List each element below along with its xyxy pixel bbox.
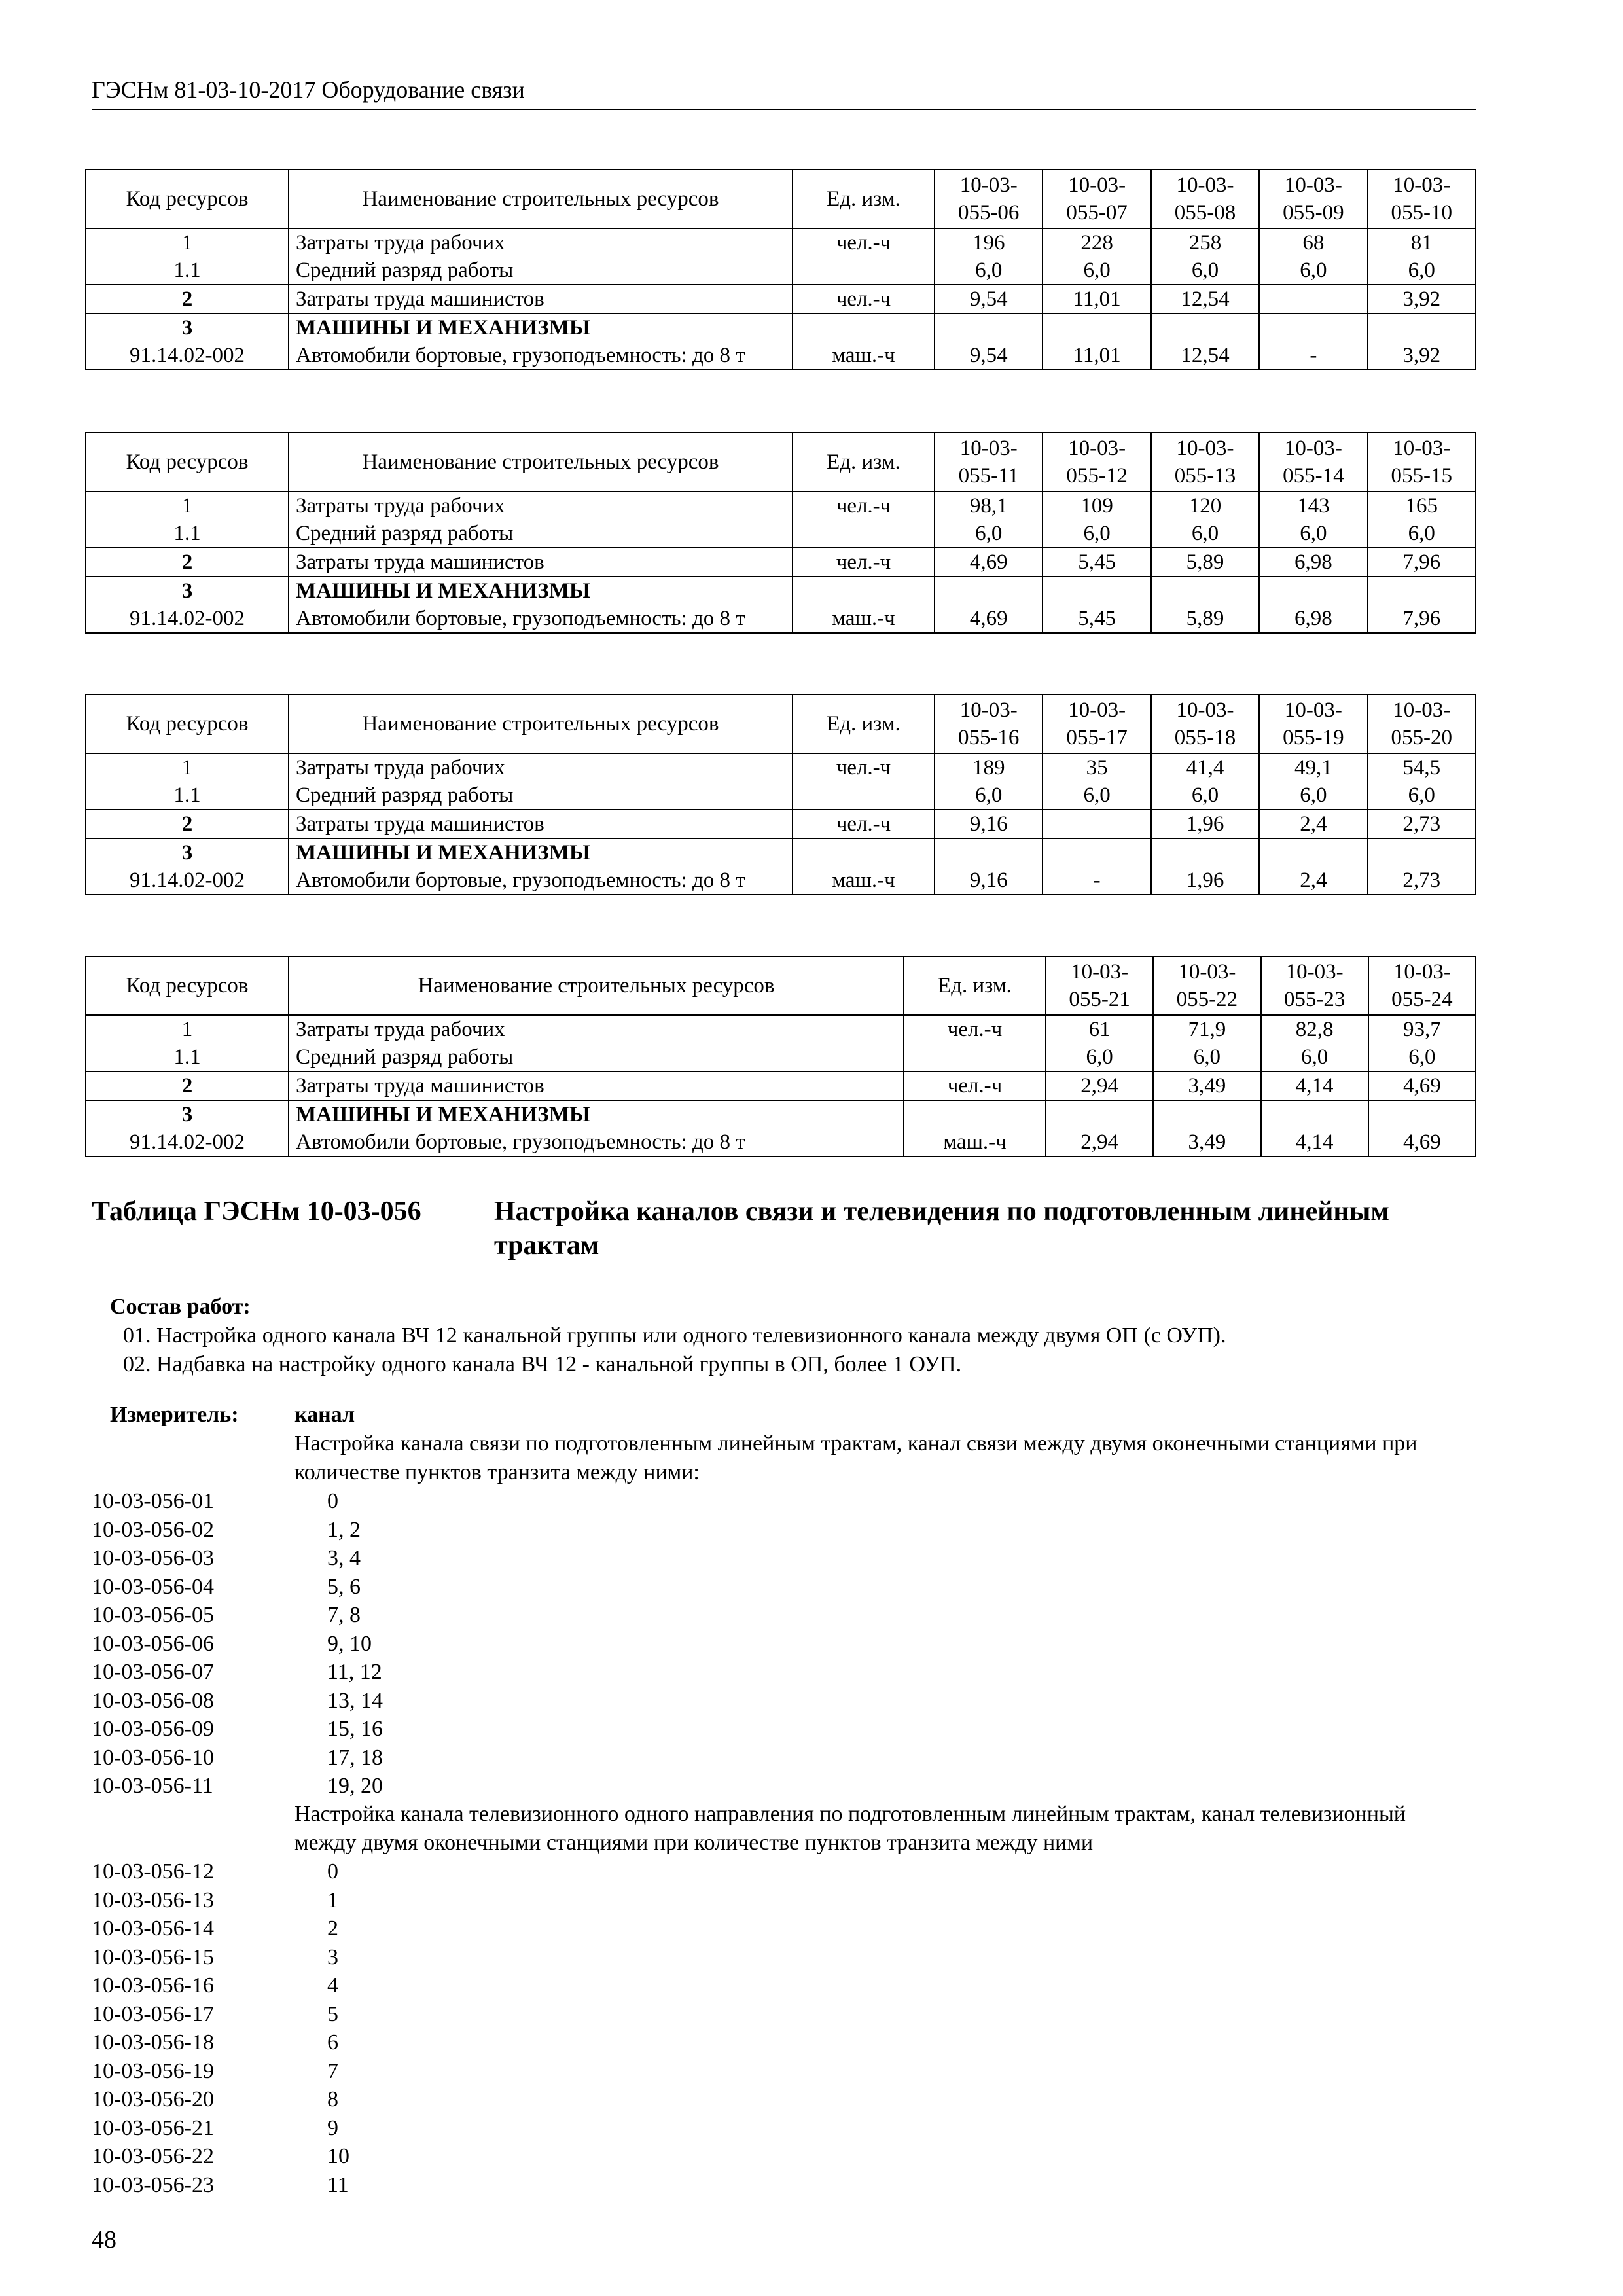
rate-code: 10-03-056-08 <box>92 1688 214 1713</box>
resource-code: 91.14.02-002 <box>86 342 289 370</box>
table-row <box>86 285 1476 314</box>
empty-cell <box>793 577 935 605</box>
meter-label: Измеритель: <box>110 1403 239 1427</box>
rate-row <box>92 1487 383 1516</box>
resource-name: Затраты труда рабочих <box>289 492 793 520</box>
rate-transit-points: 9 <box>327 2115 338 2140</box>
resource-group-title: МАШИНЫ И МЕХАНИЗМЫ <box>289 314 793 342</box>
resource-value: 228 <box>1043 228 1150 257</box>
empty-cell <box>1151 577 1259 605</box>
rate-code: 10-03-056-01 <box>92 1489 214 1513</box>
rate-transit-points: 15, 16 <box>327 1717 383 1741</box>
col-code-header: Код ресурсов <box>86 170 289 228</box>
resource-value: 9,16 <box>935 867 1043 895</box>
empty-cell <box>1046 1100 1153 1128</box>
rate-list-2 <box>92 1857 349 2199</box>
resource-table-3 <box>85 694 1476 895</box>
rate-transit-points: 8 <box>327 2087 338 2111</box>
resource-value: 6,0 <box>1259 257 1367 285</box>
resource-unit: чел.-ч <box>793 753 935 781</box>
resource-value: 2,94 <box>1046 1071 1153 1100</box>
empty-cell <box>1368 577 1476 605</box>
resource-value: 4,14 <box>1261 1128 1368 1157</box>
resource-name: Затраты труда машинистов <box>289 285 793 314</box>
resource-value: 6,0 <box>1368 781 1476 810</box>
resource-name: Затраты труда машинистов <box>289 1071 904 1100</box>
empty-cell <box>1043 577 1150 605</box>
resource-value: 5,89 <box>1151 548 1259 577</box>
col-rate-header: 10-03- 055-12 <box>1043 433 1150 492</box>
rate-transit-points: 0 <box>327 1489 338 1513</box>
rate-code: 10-03-056-22 <box>92 2144 214 2168</box>
rate-transit-points: 3, 4 <box>327 1546 361 1570</box>
resource-value: 68 <box>1259 228 1367 257</box>
resource-value: 165 <box>1368 492 1476 520</box>
resource-value: 81 <box>1368 228 1476 257</box>
col-rate-header: 10-03- 055-08 <box>1151 170 1259 228</box>
resource-value: 3,49 <box>1153 1071 1260 1100</box>
col-rate-header: 10-03- 055-18 <box>1151 694 1259 753</box>
empty-cell <box>1368 838 1476 867</box>
rate-transit-points: 11, 12 <box>327 1660 382 1684</box>
rate-transit-points: 1, 2 <box>327 1517 361 1542</box>
table-row <box>86 1043 1476 1071</box>
resource-name: Средний разряд работы <box>289 520 793 548</box>
rate-row <box>92 1886 349 1915</box>
page-number: 48 <box>92 2226 116 2253</box>
resource-code: 1.1 <box>86 781 289 810</box>
resource-value: 189 <box>935 753 1043 781</box>
rate-transit-points: 7 <box>327 2058 338 2083</box>
table-header-row <box>86 956 1476 1015</box>
resource-value: 54,5 <box>1368 753 1476 781</box>
rate-code: 10-03-056-02 <box>92 1517 214 1542</box>
resource-value: 6,0 <box>935 781 1043 810</box>
meter-block <box>110 1401 1517 1429</box>
resource-unit: чел.-ч <box>793 810 935 838</box>
resource-value: 11,01 <box>1043 342 1150 370</box>
rate-row <box>92 1715 383 1744</box>
resource-unit: чел.-ч <box>793 548 935 577</box>
resource-name: Средний разряд работы <box>289 1043 904 1071</box>
col-unit-header: Ед. изм. <box>793 170 935 228</box>
resource-value: 6,98 <box>1259 548 1367 577</box>
rate-code: 10-03-056-21 <box>92 2115 214 2140</box>
rate-code: 10-03-056-17 <box>92 2001 214 2026</box>
resource-value: 109 <box>1043 492 1150 520</box>
col-rate-header: 10-03- 055-23 <box>1261 956 1368 1015</box>
composition-item: 01. Настройка одного канала ВЧ 12 канальной группы или одного телевизионного канала между двумя ОП (с ОУП). <box>123 1323 1226 1348</box>
col-rate-header: 10-03- 055-13 <box>1151 433 1259 492</box>
col-rate-header: 10-03- 055-15 <box>1368 433 1476 492</box>
rate-row <box>92 2114 349 2143</box>
resource-value: 4,69 <box>935 548 1043 577</box>
resource-value: 7,96 <box>1368 605 1476 633</box>
resource-value: 120 <box>1151 492 1259 520</box>
rate-code: 10-03-056-12 <box>92 1859 214 1884</box>
resource-name: Затраты труда рабочих <box>289 1015 904 1043</box>
empty-cell <box>1259 838 1367 867</box>
empty-cell <box>904 1100 1046 1128</box>
resource-value: 2,4 <box>1259 810 1367 838</box>
resource-value: 5,45 <box>1043 605 1150 633</box>
resource-unit <box>904 1043 1046 1071</box>
rate-row <box>92 1601 383 1630</box>
rate-transit-points: 0 <box>327 1859 338 1884</box>
col-rate-header: 10-03- 055-21 <box>1046 956 1153 1015</box>
resource-code: 91.14.02-002 <box>86 867 289 895</box>
table-row <box>86 492 1476 520</box>
col-rate-header: 10-03- 055-07 <box>1043 170 1150 228</box>
empty-cell <box>1151 314 1259 342</box>
rate-row <box>92 1772 383 1801</box>
resource-name: Автомобили бортовые, грузоподъемность: до 8 т <box>289 605 793 633</box>
table-row <box>86 1071 1476 1100</box>
resource-name: Автомобили бортовые, грузоподъемность: до 8 т <box>289 1128 904 1157</box>
resource-value: 9,54 <box>935 342 1043 370</box>
resource-name: Затраты труда рабочих <box>289 753 793 781</box>
resource-group-title: МАШИНЫ И МЕХАНИЗМЫ <box>289 838 793 867</box>
resource-value: 49,1 <box>1259 753 1367 781</box>
col-rate-header: 10-03- 055-19 <box>1259 694 1367 753</box>
rate-transit-points: 17, 18 <box>327 1745 383 1770</box>
resource-code: 91.14.02-002 <box>86 605 289 633</box>
col-code-header: Код ресурсов <box>86 433 289 492</box>
table-row <box>86 548 1476 577</box>
rate-transit-points: 11 <box>327 2172 349 2197</box>
resource-value: 11,01 <box>1043 285 1150 314</box>
resource-value <box>1259 285 1367 314</box>
resource-value: - <box>1259 342 1367 370</box>
rate-code: 10-03-056-09 <box>92 1717 214 1741</box>
resource-unit: маш.-ч <box>904 1128 1046 1157</box>
empty-cell <box>1153 1100 1260 1128</box>
col-rate-header: 10-03- 055-20 <box>1368 694 1476 753</box>
table-header-row <box>86 694 1476 753</box>
resource-value: 6,0 <box>1043 520 1150 548</box>
resource-value: 3,92 <box>1368 285 1476 314</box>
rate-row <box>92 1658 383 1687</box>
rate-row <box>92 1516 383 1545</box>
resource-value: 2,4 <box>1259 867 1367 895</box>
table-row <box>86 753 1476 781</box>
rate-row <box>92 1857 349 1886</box>
rate-row <box>92 2028 349 2057</box>
resource-group-title: МАШИНЫ И МЕХАНИЗМЫ <box>289 577 793 605</box>
resource-value: 1,96 <box>1151 867 1259 895</box>
rate-transit-points: 7, 8 <box>327 1603 361 1627</box>
col-rate-header: 10-03- 055-10 <box>1368 170 1476 228</box>
col-code-header: Код ресурсов <box>86 694 289 753</box>
table-row <box>86 781 1476 810</box>
rate-row <box>92 2000 349 2029</box>
empty-cell <box>935 314 1043 342</box>
resource-value: 6,0 <box>1259 520 1367 548</box>
rate-row <box>92 1544 383 1573</box>
resource-value: 6,0 <box>1259 781 1367 810</box>
resource-value: 2,73 <box>1368 810 1476 838</box>
empty-cell <box>1043 314 1150 342</box>
empty-cell <box>935 838 1043 867</box>
resource-value: 9,16 <box>935 810 1043 838</box>
table-row <box>86 1128 1476 1157</box>
empty-cell <box>793 314 935 342</box>
rate-code: 10-03-056-10 <box>92 1745 214 1770</box>
resource-value: 35 <box>1043 753 1150 781</box>
resource-code: 3 <box>86 838 289 867</box>
resource-unit: маш.-ч <box>793 867 935 895</box>
resource-value <box>1043 810 1150 838</box>
rate-transit-points: 1 <box>327 1888 338 1912</box>
resource-name: Средний разряд работы <box>289 257 793 285</box>
col-rate-header: 10-03- 055-11 <box>935 433 1043 492</box>
resource-value: 6,0 <box>1368 257 1476 285</box>
rate-code: 10-03-056-19 <box>92 2058 214 2083</box>
rate-transit-points: 6 <box>327 2030 338 2054</box>
rate-code: 10-03-056-16 <box>92 1973 214 1998</box>
col-name-header: Наименование строительных ресурсов <box>289 956 904 1015</box>
table-row <box>86 1100 1476 1128</box>
resource-value: 6,0 <box>1153 1043 1260 1071</box>
rate-group-description: Настройка канала телевизионного одного направления по подготовленным линейным трактам, канал телевизионный между двумя оконечными станциями при количестве пунктов транзита между ними <box>294 1802 1406 1855</box>
resource-value: 196 <box>935 228 1043 257</box>
col-unit-header: Ед. изм. <box>904 956 1046 1015</box>
resource-value: 12,54 <box>1151 285 1259 314</box>
resource-unit: чел.-ч <box>904 1071 1046 1100</box>
table-row <box>86 810 1476 838</box>
col-name-header: Наименование строительных ресурсов <box>289 170 793 228</box>
resource-code: 91.14.02-002 <box>86 1128 289 1157</box>
resource-code: 1.1 <box>86 520 289 548</box>
resource-value: 3,92 <box>1368 342 1476 370</box>
rate-code: 10-03-056-13 <box>92 1888 214 1912</box>
rate-row <box>92 1630 383 1659</box>
composition-heading: Состав работ: <box>110 1295 251 1319</box>
resource-value: 5,45 <box>1043 548 1150 577</box>
work-composition <box>110 1293 1484 1379</box>
resource-unit: чел.-ч <box>793 285 935 314</box>
resource-code: 2 <box>86 1071 289 1100</box>
rate-row <box>92 1971 349 2000</box>
resource-code: 2 <box>86 810 289 838</box>
rate-code: 10-03-056-04 <box>92 1574 214 1599</box>
resource-value: 6,0 <box>1043 781 1150 810</box>
col-unit-header: Ед. изм. <box>793 433 935 492</box>
rate-transit-points: 4 <box>327 1973 338 1998</box>
resource-unit: чел.-ч <box>904 1015 1046 1043</box>
col-rate-header: 10-03- 055-06 <box>935 170 1043 228</box>
col-unit-header: Ед. изм. <box>793 694 935 753</box>
resource-code: 1.1 <box>86 257 289 285</box>
resource-value: 4,69 <box>935 605 1043 633</box>
empty-cell <box>1368 1100 1476 1128</box>
resource-value: 41,4 <box>1151 753 1259 781</box>
empty-cell <box>1259 577 1367 605</box>
resource-value: 6,0 <box>935 257 1043 285</box>
table-row <box>86 520 1476 548</box>
resource-unit: чел.-ч <box>793 228 935 257</box>
rate-code: 10-03-056-11 <box>92 1774 213 1798</box>
resource-value: 5,89 <box>1151 605 1259 633</box>
table-row <box>86 1015 1476 1043</box>
rate-transit-points: 19, 20 <box>327 1774 383 1798</box>
rate-row <box>92 1744 383 1772</box>
resource-value: 1,96 <box>1151 810 1259 838</box>
rate-row <box>92 1687 383 1715</box>
rate-code: 10-03-056-03 <box>92 1546 214 1570</box>
composition-item: 02. Надбавка на настройку одного канала ВЧ 12 - канальной группы в ОП, более 1 ОУП. <box>123 1352 962 1376</box>
resource-value: 3,49 <box>1153 1128 1260 1157</box>
section-heading: Настройка каналов связи и телевидения по подготовленным линейным трактам <box>494 1196 1390 1261</box>
rate-row <box>92 1943 349 1972</box>
resource-value: 6,0 <box>1261 1043 1368 1071</box>
col-name-header: Наименование строительных ресурсов <box>289 694 793 753</box>
rate-transit-points: 5, 6 <box>327 1574 361 1599</box>
resource-value: 6,0 <box>935 520 1043 548</box>
resource-value: 98,1 <box>935 492 1043 520</box>
resource-table-4 <box>85 956 1476 1157</box>
section-code: Таблица ГЭСНм 10-03-056 <box>92 1196 421 1227</box>
resource-unit: маш.-ч <box>793 342 935 370</box>
col-rate-header: 10-03- 055-09 <box>1259 170 1367 228</box>
resource-value: 143 <box>1259 492 1367 520</box>
resource-code: 3 <box>86 577 289 605</box>
resource-table-2 <box>85 432 1476 634</box>
col-name-header: Наименование строительных ресурсов <box>289 433 793 492</box>
resource-name: Затраты труда машинистов <box>289 548 793 577</box>
resource-value: 6,0 <box>1151 520 1259 548</box>
rate-list-1 <box>92 1487 383 1801</box>
rate-code: 10-03-056-18 <box>92 2030 214 2054</box>
rate-group-description: Настройка канала связи по подготовленным линейным трактам, канал связи между двумя оконечными станциями при количестве пунктов транзита между ними: <box>294 1431 1418 1484</box>
resource-value: 6,98 <box>1259 605 1367 633</box>
col-code-header: Код ресурсов <box>86 956 289 1015</box>
resource-code: 1 <box>86 492 289 520</box>
resource-value: 93,7 <box>1368 1015 1476 1043</box>
rate-transit-points: 2 <box>327 1916 338 1941</box>
empty-cell <box>1261 1100 1368 1128</box>
resource-value: 6,0 <box>1151 781 1259 810</box>
empty-cell <box>1151 838 1259 867</box>
rate-row <box>92 2085 349 2114</box>
col-rate-header: 10-03- 055-24 <box>1368 956 1476 1015</box>
table-header-row <box>86 433 1476 492</box>
resource-code: 2 <box>86 548 289 577</box>
col-rate-header: 10-03- 055-17 <box>1043 694 1150 753</box>
page-header: ГЭСНм 81-03-10-2017 Оборудование связи <box>92 77 1476 110</box>
resource-unit <box>793 520 935 548</box>
resource-code: 3 <box>86 314 289 342</box>
rate-code: 10-03-056-05 <box>92 1603 214 1627</box>
col-rate-header: 10-03- 055-14 <box>1259 433 1367 492</box>
table-row <box>86 838 1476 867</box>
empty-cell <box>1259 314 1367 342</box>
resource-unit <box>793 257 935 285</box>
resource-name: Затраты труда рабочих <box>289 228 793 257</box>
resource-value: 4,69 <box>1368 1071 1476 1100</box>
meter-unit: канал <box>294 1403 355 1427</box>
rate-transit-points: 5 <box>327 2001 338 2026</box>
rate-code: 10-03-056-15 <box>92 1945 214 1969</box>
resource-group-title: МАШИНЫ И МЕХАНИЗМЫ <box>289 1100 904 1128</box>
resource-value: 6,0 <box>1151 257 1259 285</box>
resource-value: 2,73 <box>1368 867 1476 895</box>
resource-value: 6,0 <box>1043 257 1150 285</box>
resource-value: 6,0 <box>1368 1043 1476 1071</box>
resource-value: 2,94 <box>1046 1128 1153 1157</box>
resource-code: 1.1 <box>86 1043 289 1071</box>
resource-value: 258 <box>1151 228 1259 257</box>
resource-value: 82,8 <box>1261 1015 1368 1043</box>
rate-transit-points: 9, 10 <box>327 1631 372 1656</box>
resource-unit <box>793 781 935 810</box>
resource-code: 1 <box>86 753 289 781</box>
table-header-row <box>86 170 1476 228</box>
resource-code: 3 <box>86 1100 289 1128</box>
col-rate-header: 10-03- 055-22 <box>1153 956 1260 1015</box>
resource-value: 6,0 <box>1046 1043 1153 1071</box>
table-row <box>86 605 1476 633</box>
resource-unit: чел.-ч <box>793 492 935 520</box>
resource-table-1 <box>85 169 1476 370</box>
empty-cell <box>1043 838 1150 867</box>
resource-value: 12,54 <box>1151 342 1259 370</box>
rate-row <box>92 2142 349 2171</box>
rate-code: 10-03-056-14 <box>92 1916 214 1941</box>
resource-value: - <box>1043 867 1150 895</box>
resource-value: 71,9 <box>1153 1015 1260 1043</box>
table-row <box>86 342 1476 370</box>
rate-row <box>92 1573 383 1602</box>
table-row <box>86 228 1476 257</box>
rate-code: 10-03-056-06 <box>92 1631 214 1656</box>
rate-row <box>92 2057 349 2086</box>
rate-row <box>92 1914 349 1943</box>
resource-name: Автомобили бортовые, грузоподъемность: до 8 т <box>289 867 793 895</box>
rate-row <box>92 2171 349 2200</box>
resource-name: Автомобили бортовые, грузоподъемность: до 8 т <box>289 342 793 370</box>
resource-name: Затраты труда машинистов <box>289 810 793 838</box>
resource-code: 1 <box>86 1015 289 1043</box>
resource-value: 4,69 <box>1368 1128 1476 1157</box>
resource-value: 4,14 <box>1261 1071 1368 1100</box>
empty-cell <box>793 838 935 867</box>
resource-code: 1 <box>86 228 289 257</box>
table-row <box>86 257 1476 285</box>
empty-cell <box>935 577 1043 605</box>
resource-value: 7,96 <box>1368 548 1476 577</box>
rate-transit-points: 13, 14 <box>327 1688 383 1713</box>
rate-code: 10-03-056-23 <box>92 2172 214 2197</box>
resource-value: 61 <box>1046 1015 1153 1043</box>
resource-value: 6,0 <box>1368 520 1476 548</box>
resource-name: Средний разряд работы <box>289 781 793 810</box>
table-row <box>86 577 1476 605</box>
resource-unit: маш.-ч <box>793 605 935 633</box>
rate-code: 10-03-056-20 <box>92 2087 214 2111</box>
resource-code: 2 <box>86 285 289 314</box>
table-row <box>86 867 1476 895</box>
col-rate-header: 10-03- 055-16 <box>935 694 1043 753</box>
empty-cell <box>1368 314 1476 342</box>
rate-transit-points: 10 <box>327 2144 349 2168</box>
rate-transit-points: 3 <box>327 1945 338 1969</box>
resource-value: 9,54 <box>935 285 1043 314</box>
rate-code: 10-03-056-07 <box>92 1660 214 1684</box>
table-row <box>86 314 1476 342</box>
